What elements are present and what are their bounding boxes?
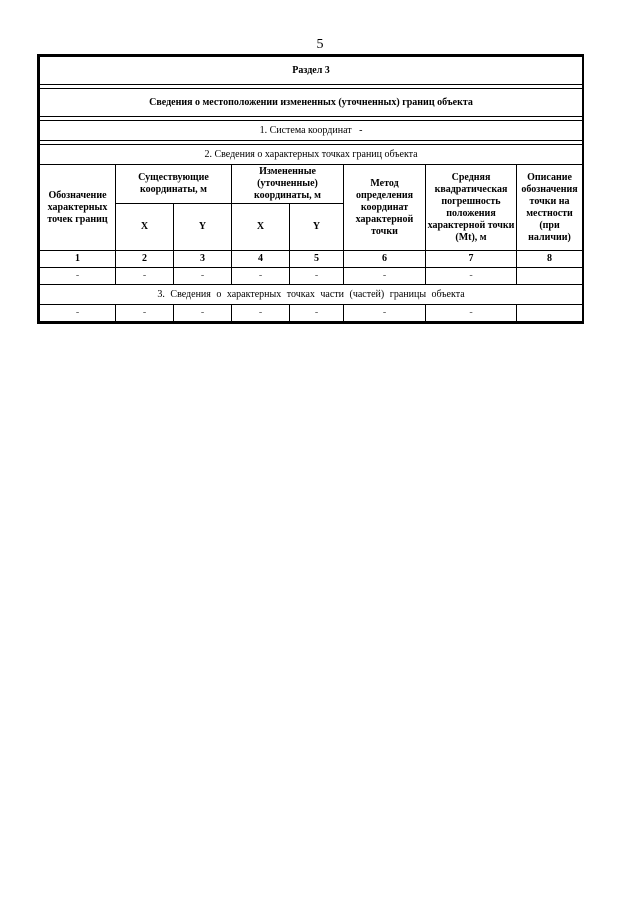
- table-cell: -: [40, 305, 116, 322]
- column-number: 1: [40, 251, 116, 268]
- table-cell: [517, 305, 583, 322]
- table-cell: -: [116, 268, 174, 285]
- column-number-row: [40, 251, 583, 268]
- header-existing-coordinates: Существующие координаты, м: [116, 165, 232, 204]
- header-existing-x: X: [116, 204, 174, 251]
- header-changed-x: X: [232, 204, 290, 251]
- coordinate-system-row: [40, 121, 583, 141]
- points-section-label: 2. Сведения о характерных точках границ объекта: [40, 145, 583, 165]
- part-section-label: 3. Сведения о характерных точках части (частей) границы объекта: [40, 285, 583, 305]
- table-cell: -: [426, 305, 517, 322]
- table-row: [40, 268, 583, 285]
- table-cell: -: [174, 268, 232, 285]
- column-number: 3: [174, 251, 232, 268]
- section-title: Раздел 3: [40, 57, 583, 85]
- coordinate-system-label: 1. Система координат: [259, 124, 352, 136]
- page-number: 5: [316, 37, 324, 52]
- column-number: 8: [517, 251, 583, 268]
- section-frame: [37, 54, 584, 324]
- table-cell: -: [116, 305, 174, 322]
- column-number: 7: [426, 251, 517, 268]
- header-existing-y: Y: [174, 204, 232, 251]
- table-cell: -: [174, 305, 232, 322]
- table-cell: -: [344, 268, 426, 285]
- coordinate-system-value: -: [359, 124, 363, 136]
- table-cell: -: [40, 268, 116, 285]
- table-cell: -: [426, 268, 517, 285]
- table-cell: -: [290, 268, 344, 285]
- header-changed-coordinates: Измененные (уточненные) координаты, м: [232, 165, 344, 204]
- header-description: Описание обозначения точки на местности (при наличии): [517, 165, 583, 251]
- column-number: 5: [290, 251, 344, 268]
- section-table: [39, 56, 583, 322]
- header-designation: Обозначение характерных точек границ: [40, 165, 116, 251]
- table-cell: -: [344, 305, 426, 322]
- header-method: Метод определения координат характерной точки: [344, 165, 426, 251]
- column-number: 2: [116, 251, 174, 268]
- column-number: 6: [344, 251, 426, 268]
- section-subtitle: Сведения о местоположении измененных (уточненных) границ объекта: [40, 89, 583, 117]
- header-changed-y: Y: [290, 204, 344, 251]
- table-cell: -: [290, 305, 344, 322]
- table-row: [40, 305, 583, 322]
- table-cell: -: [232, 305, 290, 322]
- table-cell: [517, 268, 583, 285]
- table-cell: -: [232, 268, 290, 285]
- header-error: Средняя квадратическая погрешность положения характерной точки (Mt), м: [426, 165, 517, 251]
- column-number: 4: [232, 251, 290, 268]
